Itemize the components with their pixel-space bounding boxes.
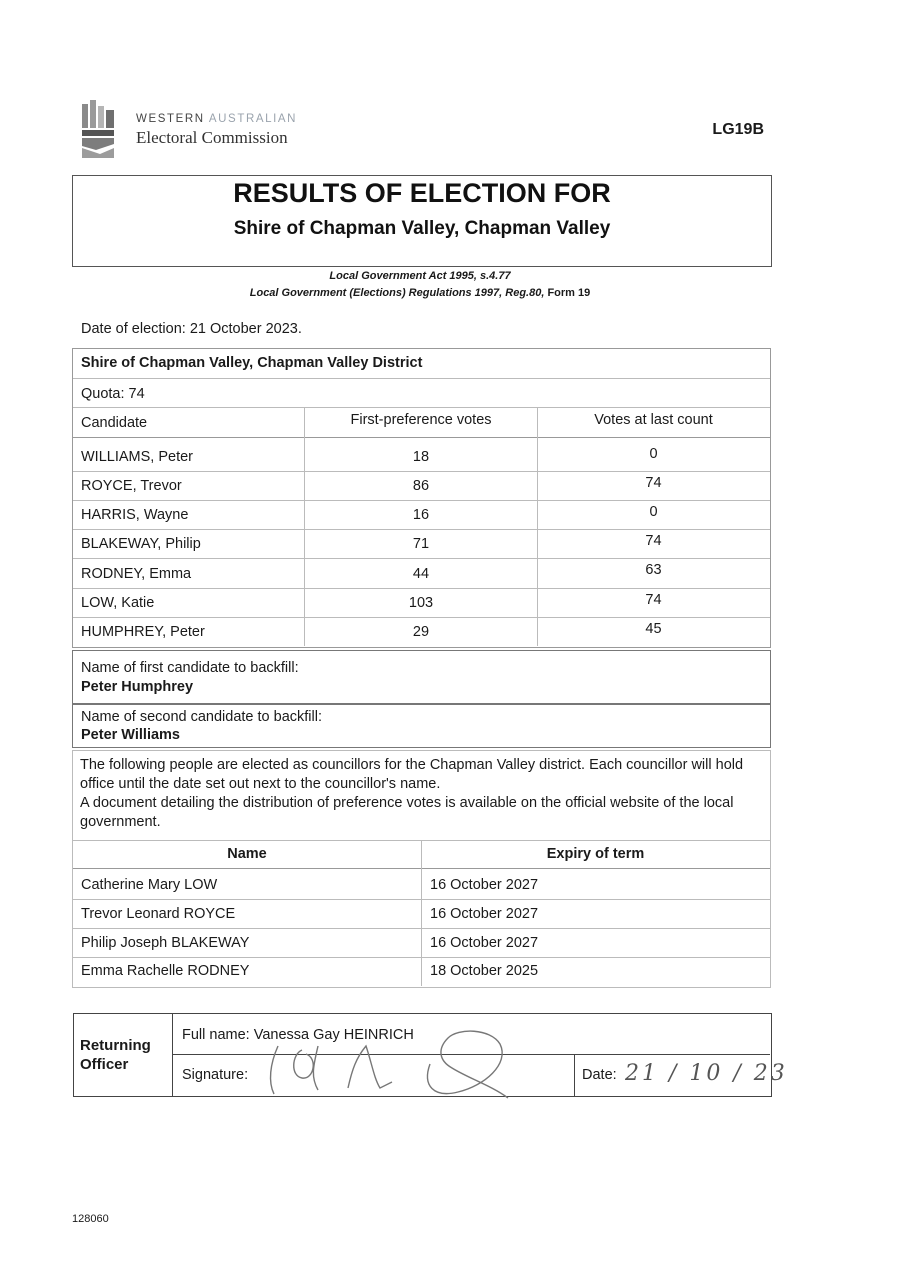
councillor-name: Emma Rachelle RODNEY [81,963,250,979]
column-header-last-count: Votes at last count [594,412,713,428]
second-backfill-name: Peter Williams [81,727,180,743]
term-expiry: 18 October 2025 [430,963,539,979]
last-count-votes: 74 [645,592,662,608]
candidate-name: WILLIAMS, Peter [81,449,194,465]
councillor-name: Philip Joseph BLAKEWAY [81,935,250,951]
first-backfill-label: Name of first candidate to backfill: [81,660,299,676]
district-heading: Shire of Chapman Valley, Chapman Valley District [81,355,423,371]
elected-statement [80,756,765,832]
returning-officer-label: Returning Officer [80,1037,151,1073]
candidate-name: RODNEY, Emma [81,566,192,582]
officer-full-name: Full name: Vanessa Gay HEINRICH [182,1027,414,1043]
candidate-name: LOW, Katie [81,595,155,611]
date-label: Date: [582,1067,617,1083]
first-preference-votes: 18 [412,449,430,465]
last-count-votes: 74 [645,475,662,491]
last-count-votes: 0 [649,504,658,520]
wa-electoral-commission-logo-icon [80,98,116,160]
term-expiry: 16 October 2027 [430,877,539,893]
first-backfill-box [72,650,771,704]
first-preference-votes: 29 [412,624,430,640]
regulation-reference [0,285,840,302]
form-number: Form 19 [547,287,591,299]
candidate-name: HARRIS, Wayne [81,507,189,523]
org-name-line1 [136,113,297,125]
first-preference-votes: 103 [408,595,434,611]
term-expiry: 16 October 2027 [430,906,539,922]
signature-label: Signature: [182,1067,249,1083]
first-preference-votes: 16 [412,507,430,523]
page-subtitle: Shire of Chapman Valley, Chapman Valley [233,218,611,239]
form-code: LG19B [712,121,764,138]
date-value: 21 / 10 / 23 [625,1061,788,1086]
last-count-votes: 74 [645,533,662,549]
column-header-first-preference: First-preference votes [350,412,492,428]
column-header-name: Name [227,846,267,862]
second-backfill-label: Name of second candidate to backfill: [81,709,322,725]
first-preference-votes: 44 [412,566,430,582]
first-preference-votes: 71 [412,536,430,552]
councillor-name: Catherine Mary LOW [81,877,218,893]
regulation-text: Local Government (Elections) Regulations 1997, Reg.80, [249,287,545,299]
first-preference-votes: 86 [412,478,430,494]
column-header-candidate: Candidate [81,415,148,431]
document-number: 128060 [72,1213,109,1225]
last-count-votes: 0 [649,446,658,462]
page-title: RESULTS OF ELECTION FOR [233,178,611,208]
elected-paragraph-1: The following people are elected as councillors for the Chapman Valley district. Each councillor will hold office until the date set out next to the councillor's name. [80,757,744,792]
org-name-line2: Electoral Commission [136,128,288,147]
term-expiry: 16 October 2027 [430,935,539,951]
org-australian: AUSTRALIAN [208,113,298,125]
candidate-name: BLAKEWAY, Philip [81,536,201,552]
candidate-name: ROYCE, Trevor [81,478,182,494]
councillor-name: Trevor Leonard ROYCE [81,906,236,922]
act-reference: Local Government Act 1995, s.4.77 [329,270,511,282]
last-count-votes: 63 [645,562,662,578]
elected-paragraph-2: A document detailing the distribution of preference votes is available on the official website of the local government. [80,795,734,830]
last-count-votes: 45 [645,621,662,637]
candidate-name: HUMPHREY, Peter [81,624,205,640]
first-backfill-name: Peter Humphrey [81,679,194,695]
legislation-reference [0,268,840,302]
quota: Quota: 74 [81,386,145,402]
signature-drawing [262,1024,522,1111]
org-western: WESTERN [136,113,205,125]
column-header-expiry: Expiry of term [546,846,645,862]
date-of-election: Date of election: 21 October 2023. [81,321,302,337]
